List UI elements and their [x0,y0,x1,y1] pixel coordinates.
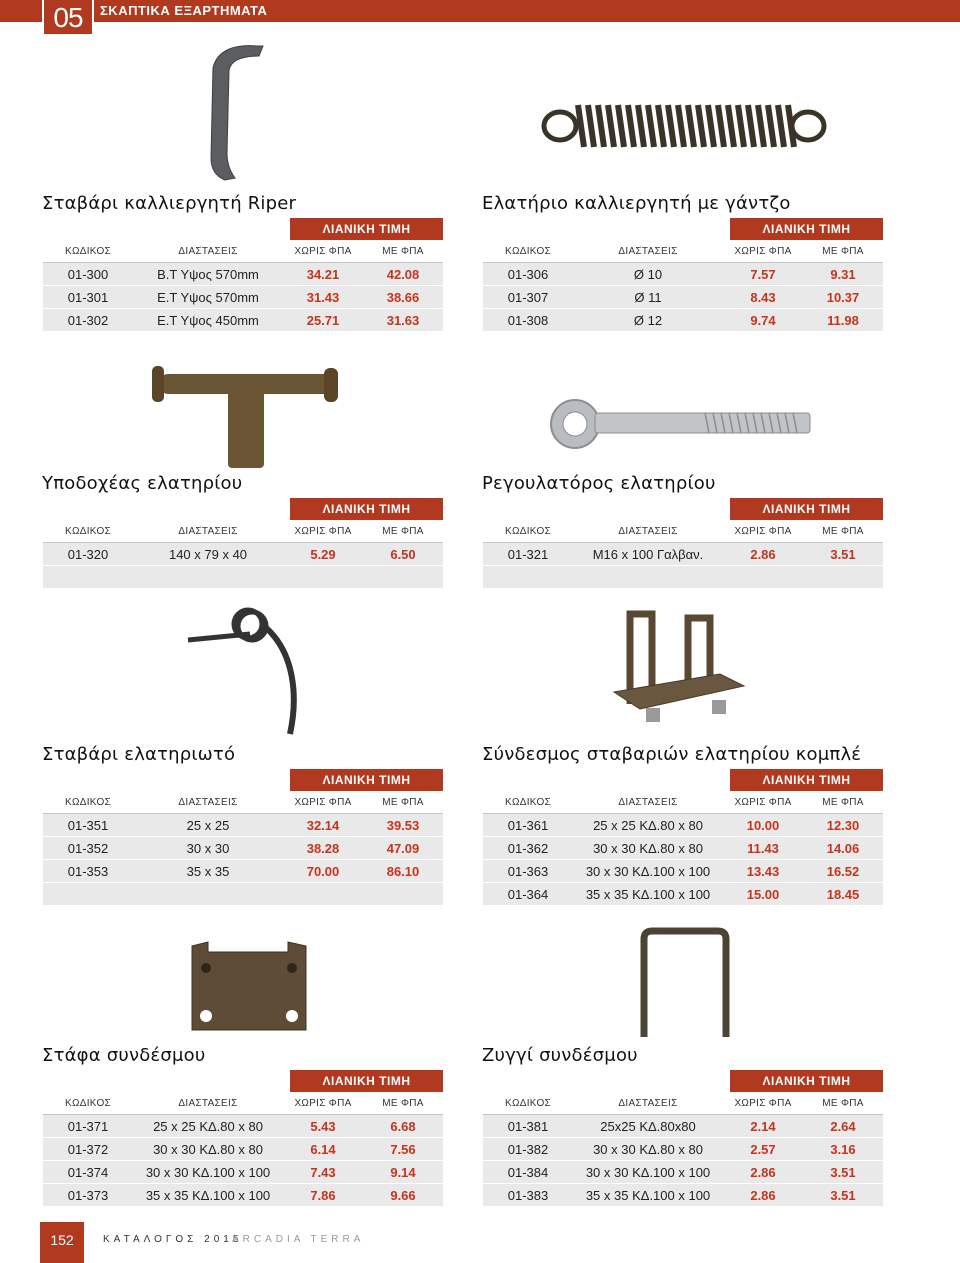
table-row [43,860,443,883]
product-code: 01-361 [507,818,549,833]
price-group-label: ΛΙΑΝΙΚΗ ΤΙΜΗ [762,773,851,787]
price-group-label: ΛΙΑΝΙΚΗ ΤΙΜΗ [322,1074,411,1088]
table-row [43,1161,443,1184]
product-dimensions: Ε.Τ Υψος 570mm [157,290,259,305]
price-no-vat: 2.86 [750,1165,776,1180]
price-with-vat: 2.64 [830,1119,856,1134]
spring-holder-image [150,362,340,470]
column-headers [483,240,883,263]
col-with-vat: ΜΕ ΦΠΑ [822,246,864,257]
col-no-vat: ΧΩΡΙΣ ΦΠΑ [734,1098,792,1109]
table-row [483,543,883,566]
product-code: 01-372 [67,1142,109,1157]
product-dimensions: Ø 11 [634,290,662,305]
table-row [483,286,883,309]
column-headers [43,1092,443,1115]
table-row [483,814,883,837]
col-code: ΚΩΔΙΚΟΣ [64,797,112,808]
product-title: Υποδοχέας ελατηρίου [42,473,243,494]
price-group-header [483,769,883,791]
product-dimensions: 35 x 35 [186,864,230,879]
price-with-vat: 16.52 [826,864,860,879]
price-with-vat: 18.45 [826,887,860,902]
product-dimensions: 25 x 25 [186,818,230,833]
product-code: 01-307 [507,290,549,305]
riper-shank-image [195,38,275,188]
col-with-vat: ΜΕ ΦΠΑ [822,1098,864,1109]
table-row [43,309,443,332]
price-no-vat: 7.57 [750,267,776,282]
product-dimensions: 35 x 35 ΚΔ.100 x 100 [585,887,711,902]
price-no-vat: 2.86 [750,547,776,562]
product-code: 01-320 [67,547,109,562]
price-with-vat: 11.98 [827,313,859,328]
table-row [483,263,883,286]
product-code: 01-351 [67,818,109,833]
col-code: ΚΩΔΙΚΟΣ [64,526,112,537]
price-group-label: ΛΙΑΝΙΚΗ ΤΙΜΗ [322,773,411,787]
price-table [483,498,883,589]
col-with-vat: ΜΕ ΦΠΑ [382,797,424,808]
connector-plate-image [188,938,310,1036]
product-dimensions: 140 x 79 x 40 [168,547,248,562]
price-with-vat: 47.09 [386,841,420,856]
price-with-vat: 3.51 [830,547,856,562]
price-with-vat: 3.51 [830,1188,856,1203]
product-dimensions: 30 x 30 ΚΔ.80 x 80 [593,841,703,856]
price-with-vat: 9.31 [830,267,856,282]
price-no-vat: 70.00 [306,864,340,879]
product-code: 01-371 [67,1119,109,1134]
price-table [483,218,883,332]
col-code: ΚΩΔΙΚΟΣ [64,246,112,257]
column-headers [483,1092,883,1115]
col-code: ΚΩΔΙΚΟΣ [504,526,552,537]
u-bolt-image [630,925,740,1040]
product-code: 01-374 [67,1165,109,1180]
col-no-vat: ΧΩΡΙΣ ΦΠΑ [294,246,352,257]
product-code: 01-364 [507,887,549,902]
product-code: 01-363 [507,864,549,879]
column-headers [483,791,883,814]
product-dimensions: 35 x 35 ΚΔ.100 x 100 [145,1188,271,1203]
price-group-header [483,218,883,240]
product-title: Ελατήριο καλλιεργητή με γάντζο [482,193,791,214]
product-code: 01-306 [507,267,549,282]
col-dimensions: ΔΙΑΣΤΑΣΕΙΣ [178,797,238,808]
price-with-vat: 3.16 [830,1142,856,1157]
empty-row [43,566,443,589]
product-title: Ζυγγί συνδέσμου [482,1045,638,1066]
product-title: Σύνδεσμος σταβαριών ελατηρίου κομπλέ [482,744,862,765]
product-dimensions: M16 x 100 Γαλβαν. [592,547,704,562]
product-code: 01-384 [507,1165,549,1180]
price-with-vat: 12.30 [826,818,860,833]
price-with-vat: 86.10 [386,864,420,879]
product-dimensions: 25x25 ΚΔ.80x80 [600,1119,696,1134]
col-with-vat: ΜΕ ΦΠΑ [382,1098,424,1109]
product-dimensions: Ø 10 [633,267,663,282]
page-number-badge [40,1222,84,1263]
col-no-vat: ΧΩΡΙΣ ΦΠΑ [734,526,792,537]
product-title: Ρεγουλατόρος ελατηρίου [482,473,716,494]
column-headers [43,791,443,814]
price-no-vat: 2.14 [750,1119,776,1134]
column-headers [43,520,443,543]
price-table [43,498,443,589]
col-dimensions: ΔΙΑΣΤΑΣΕΙΣ [178,246,238,257]
catalog-label: ΚΑΤΑΛΟΓΟΣ 2015 [103,1234,243,1245]
product-code: 01-353 [67,864,109,879]
price-no-vat: 15.00 [746,887,780,902]
price-no-vat: 38.28 [306,841,340,856]
price-no-vat: 2.57 [750,1142,776,1157]
col-dimensions: ΔΙΑΣΤΑΣΕΙΣ [178,1098,238,1109]
price-no-vat: 9.74 [750,313,776,328]
col-code: ΚΩΔΙΚΟΣ [64,1098,112,1109]
table-row [43,543,443,566]
price-group-header [43,498,443,520]
col-with-vat: ΜΕ ΦΠΑ [382,526,424,537]
product-code: 01-383 [507,1188,549,1203]
table-row [483,837,883,860]
product-code: 01-300 [67,267,109,282]
col-no-vat: ΧΩΡΙΣ ΦΠΑ [734,246,792,257]
price-group-label: ΛΙΑΝΙΚΗ ΤΙΜΗ [322,502,411,516]
price-no-vat: 32.14 [306,818,340,833]
product-code: 01-362 [507,841,549,856]
price-no-vat: 34.21 [306,267,340,282]
table-row [43,837,443,860]
price-no-vat: 5.43 [310,1119,336,1134]
price-with-vat: 9.66 [390,1188,416,1203]
price-group-header [483,498,883,520]
product-dimensions: Ε.Τ Υψος 450mm [157,313,259,328]
table-row [43,286,443,309]
price-no-vat: 11.43 [747,841,779,856]
price-with-vat: 39.53 [386,818,420,833]
page-number: 152 [50,1232,74,1248]
price-no-vat: 13.43 [746,864,780,879]
col-with-vat: ΜΕ ΦΠΑ [822,797,864,808]
col-code: ΚΩΔΙΚΟΣ [504,797,552,808]
table-row [483,1184,883,1207]
product-dimensions: 25 x 25 ΚΔ.80 x 80 [593,818,703,833]
product-dimensions: 30 x 30 ΚΔ.80 x 80 [593,1142,703,1157]
col-no-vat: ΧΩΡΙΣ ΦΠΑ [294,526,352,537]
empty-row [483,566,883,589]
price-table [43,769,443,906]
price-table [483,1070,883,1207]
price-no-vat: 25.71 [306,313,340,328]
product-code: 01-352 [67,841,109,856]
product-code: 01-373 [67,1188,109,1203]
price-group-header [43,218,443,240]
col-dimensions: ΔΙΑΣΤΑΣΕΙΣ [618,797,678,808]
table-row [483,860,883,883]
price-table [483,769,883,906]
spring-tine-image [180,602,305,737]
table-row [43,1138,443,1161]
product-dimensions: 25 x 25 ΚΔ.80 x 80 [153,1119,263,1134]
product-dimensions: 30 x 30 ΚΔ.100 x 100 [585,864,711,879]
price-table [43,218,443,332]
price-with-vat: 9.14 [390,1165,416,1180]
price-group-label: ΛΙΑΝΙΚΗ ΤΙΜΗ [762,222,851,236]
price-with-vat: 6.50 [390,547,416,562]
price-with-vat: 14.06 [826,841,860,856]
col-with-vat: ΜΕ ΦΠΑ [382,246,424,257]
product-code: 01-382 [507,1142,549,1157]
col-with-vat: ΜΕ ΦΠΑ [822,526,864,537]
price-no-vat: 10.00 [746,818,780,833]
col-dimensions: ΔΙΑΣΤΑΣΕΙΣ [178,526,238,537]
col-no-vat: ΧΩΡΙΣ ΦΠΑ [294,797,352,808]
table-row [483,1161,883,1184]
table-row [43,814,443,837]
product-code: 01-301 [67,290,109,305]
empty-row [43,883,443,906]
price-table [43,1070,443,1207]
col-no-vat: ΧΩΡΙΣ ΦΠΑ [734,797,792,808]
table-row [483,1115,883,1138]
price-with-vat: 7.56 [390,1142,416,1157]
price-with-vat: 38.66 [386,290,420,305]
price-group-label: ΛΙΑΝΙΚΗ ΤΙΜΗ [762,502,851,516]
product-dimensions: 30 x 30 ΚΔ.100 x 100 [145,1165,271,1180]
table-row [483,883,883,906]
col-dimensions: ΔΙΑΣΤΑΣΕΙΣ [618,1098,678,1109]
column-headers [483,520,883,543]
column-headers [43,240,443,263]
price-group-header [483,1070,883,1092]
price-no-vat: 2.86 [750,1188,776,1203]
col-dimensions: ΔΙΑΣΤΑΣΕΙΣ [618,526,678,537]
eye-bolt-image [545,395,820,453]
chapter-number: 05 [53,2,83,33]
product-dimensions: Ø 12 [633,313,663,328]
chapter-title: ΣΚΑΠΤΙΚΑ ΕΞΑΡΤΗΜΑΤΑ [100,3,268,18]
table-row [43,263,443,286]
price-no-vat: 8.43 [750,290,776,305]
product-code: 01-308 [507,313,549,328]
price-group-header [43,769,443,791]
product-dimensions: Β.Τ Υψος 570mm [157,267,259,282]
price-with-vat: 10.37 [826,290,860,305]
product-dimensions: 30 x 30 ΚΔ.80 x 80 [153,1142,263,1157]
col-no-vat: ΧΩΡΙΣ ΦΠΑ [294,1098,352,1109]
price-with-vat: 31.63 [386,313,420,328]
price-no-vat: 5.29 [310,547,336,562]
product-dimensions: 30 x 30 ΚΔ.100 x 100 [585,1165,711,1180]
price-no-vat: 7.43 [310,1165,336,1180]
price-no-vat: 6.14 [310,1142,336,1157]
price-group-header [43,1070,443,1092]
product-code: 01-321 [507,547,549,562]
price-with-vat: 3.51 [830,1165,856,1180]
col-dimensions: ΔΙΑΣΤΑΣΕΙΣ [618,246,678,257]
price-with-vat: 42.08 [386,267,420,282]
product-code: 01-302 [67,313,109,328]
brand-name: ARCADIA TERRA [232,1234,365,1245]
table-row [43,1184,443,1207]
shank-connector-image [610,604,750,729]
price-group-label: ΛΙΑΝΙΚΗ ΤΙΜΗ [322,222,411,236]
table-row [483,1138,883,1161]
price-no-vat: 31.43 [306,290,340,305]
table-row [483,309,883,332]
price-no-vat: 7.86 [310,1188,336,1203]
col-code: ΚΩΔΙΚΟΣ [504,1098,552,1109]
chapter-badge [42,0,94,36]
spring-hook-image [540,95,830,157]
product-title: Στάφα συνδέσμου [42,1045,206,1066]
table-row [43,1115,443,1138]
product-title: Σταβάρι καλλιεργητή Riper [42,193,297,214]
product-title: Σταβάρι ελατηριωτό [42,744,236,765]
product-code: 01-381 [507,1119,549,1134]
product-dimensions: 35 x 35 ΚΔ.100 x 100 [585,1188,711,1203]
col-code: ΚΩΔΙΚΟΣ [504,246,552,257]
price-group-label: ΛΙΑΝΙΚΗ ΤΙΜΗ [762,1074,851,1088]
price-with-vat: 6.68 [390,1119,416,1134]
product-dimensions: 30 x 30 [186,841,230,856]
